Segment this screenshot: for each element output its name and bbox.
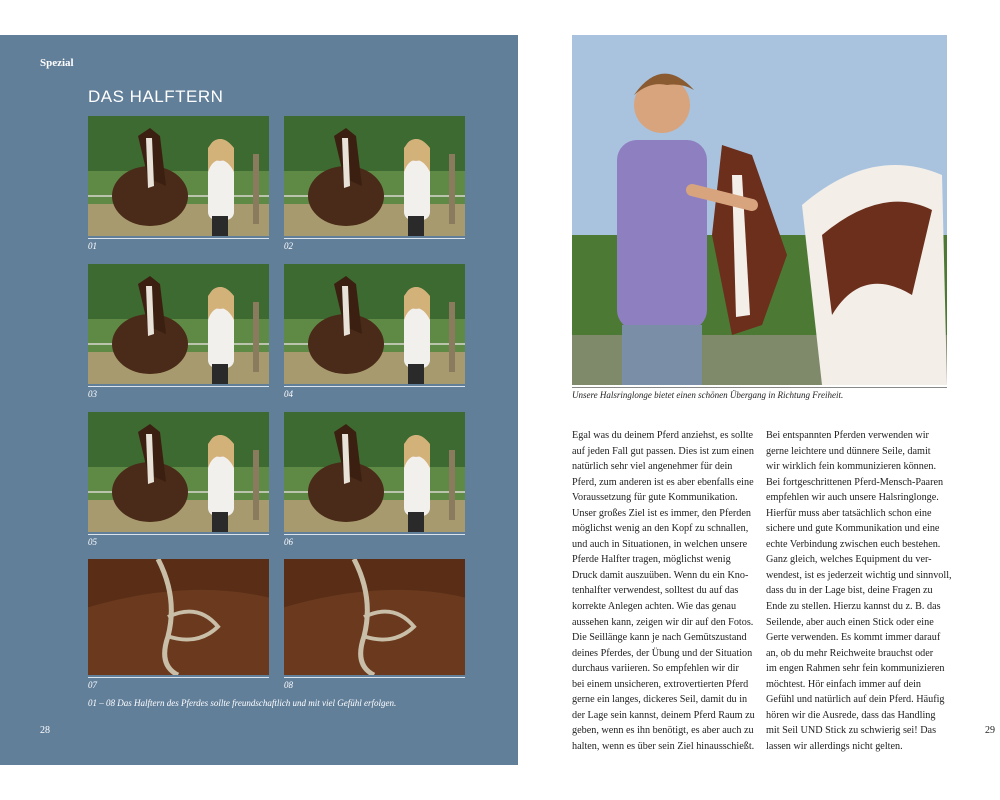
photo-rule — [88, 386, 269, 387]
photo-rule — [284, 386, 465, 387]
photo-rule — [88, 677, 269, 678]
photo-number: 05 — [88, 537, 97, 547]
photo-number: 08 — [284, 680, 293, 690]
photo-number: 02 — [284, 241, 293, 251]
photo-04 — [284, 264, 465, 384]
photo-rule — [284, 677, 465, 678]
photo-number: 01 — [88, 241, 97, 251]
photo-rule — [284, 238, 465, 239]
left-page-panel — [0, 35, 518, 765]
photo-06 — [284, 412, 465, 532]
photo-number: 07 — [88, 680, 97, 690]
photo-rule — [88, 534, 269, 535]
photo-rule — [88, 238, 269, 239]
hero-photo-caption: Unsere Halsringlonge bietet einen schönen Übergang in Richtung Freiheit. — [572, 390, 844, 400]
body-column-1: Egal was du deinem Pferd anziehst, es sollte auf jeden Fall gut passen. Dies ist zum einen natürlich sehr viel angenehmer für dein Pferd, zum anderen ist es aber ebenfalls eine Voraussetzung für gute Kommunikation. Unser großes Ziel ist es immer, den Pferden möglichst wenig an den Kopf zu schnallen, und auch in Situationen, in welchen unsere Pferde Halfter tragen, möglichst wenig Druck damit auszuüben. Wenn du ein Kno- tenhalfter verwendest, solltest du auf das korrekte Anlegen achten. Wie das genau aussehen kann, zeigen wir dir auf den Fotos. Die Seillänge kann je nach Gemütszustand deines Pferdes, der Übung und der Situation durchaus variieren. So empfehlen wir dir bei einem unsicheren, extrovertierten Pferd gerne ein langes, dickeres Seil, damit du in der Lage sein kannst, deinem Pferd Raum zu geben, wenn es ihn benötigt, es aber auch zu halten, wenn es über sein Ziel hinausschießt. — [572, 430, 755, 752]
photo-number: 03 — [88, 389, 97, 399]
photo-rule — [284, 534, 465, 535]
photo-number: 04 — [284, 389, 293, 399]
hero-photo — [572, 35, 947, 385]
photo-08 — [284, 559, 465, 675]
hero-photo-rule — [572, 387, 947, 388]
photo-grid-caption: 01 – 08 Das Halftern des Pferdes sollte freundschaftlich und mit viel Gefühl erfolgen. — [88, 698, 397, 708]
page-number-left: 28 — [40, 725, 50, 736]
photo-03 — [88, 264, 269, 384]
photo-number: 06 — [284, 537, 293, 547]
photo-02 — [284, 116, 465, 236]
body-column-2: Bei entspannten Pferden verwenden wir gerne leichtere und dünnere Seile, damit wir wirklich fein kommunizieren können. Bei fortgeschrittenen Pferd-Mensch-Paaren empfehlen wir auch unsere Halsringlonge. Hierfür muss aber tatsächlich schon eine sichere und gute Kommunikation und eine echte Verbindung zwischen euch bestehen. Ganz gleich, welches Equipment du ver- wendest, ist es jederzeit wichtig und sinnvoll, dass du in der Lage bist, deine Fragen zu Ende zu stellen. Hierzu kannst du z. B. das Seilende, aber auch einen Stick oder eine Gerte verwenden. Es kommt immer darauf an, ob du mehr Reichweite brauchst oder im engen Rahmen sehr fein kommunizieren möchtest. Hör einfach immer auf dein Gefühl und natürlich auf dein Pferd. Häufig hören wir die Ausrede, dass das Handling mit Seil UND Stick zu schwierig sei! Das lassen wir allerdings nicht gelten. — [766, 430, 952, 752]
page-title: DAS HALFTERN — [88, 87, 224, 106]
photo-05 — [88, 412, 269, 532]
photo-01 — [88, 116, 269, 236]
page-number-right: 29 — [985, 725, 995, 736]
photo-07 — [88, 559, 269, 675]
section-label: Spezial — [40, 57, 74, 69]
